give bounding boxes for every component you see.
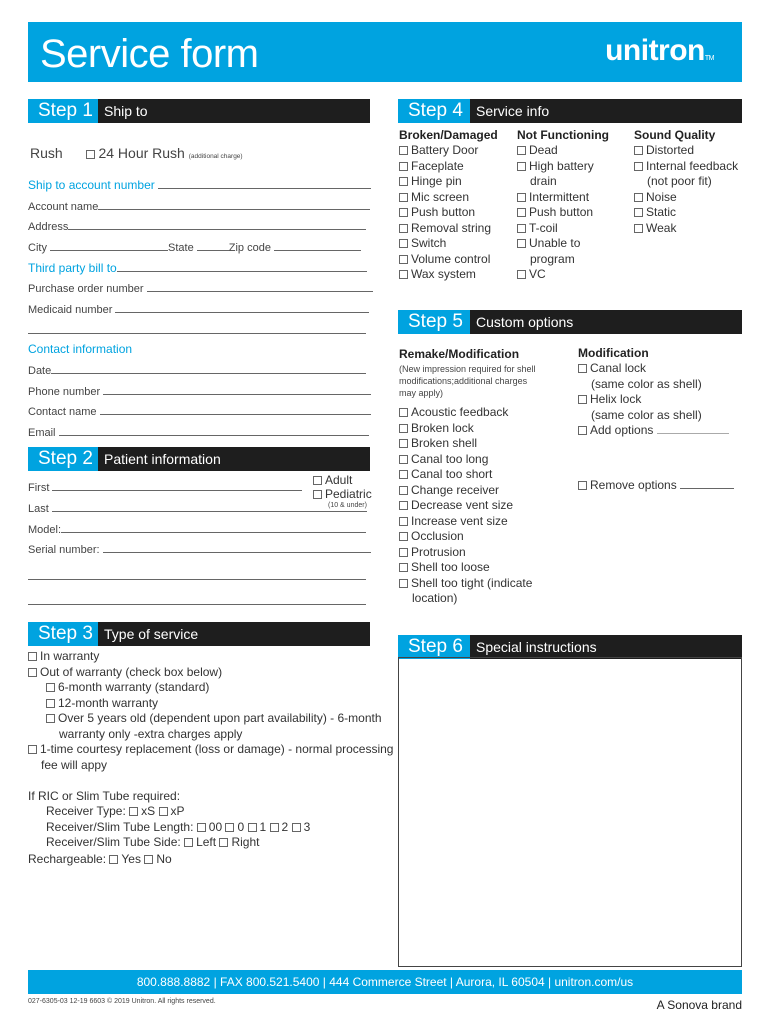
notfunc-item[interactable]: Intermittent: [517, 190, 594, 206]
step-5-bar: [398, 310, 742, 334]
step-6-label: Special instructions: [476, 639, 597, 655]
remake-item[interactable]: Canal too short: [399, 467, 532, 483]
pediatric-note: (10 & under): [328, 502, 367, 509]
contact-name-field[interactable]: Contact name: [28, 405, 371, 418]
tube-length-row: Receiver/Slim Tube Length: 00 0 1 2 3: [46, 820, 311, 834]
broken-item[interactable]: Faceplate: [399, 159, 491, 175]
sound-item[interactable]: Distorted: [634, 143, 738, 159]
notfunc-item[interactable]: VC: [517, 267, 594, 283]
over-5-years-option[interactable]: Over 5 years old (dependent upon part availability) - 6-month warranty only -extra charges apply: [46, 711, 382, 742]
city-state-zip-field[interactable]: City State Zip code: [28, 241, 361, 254]
email-field[interactable]: Email: [28, 426, 369, 439]
receiver-xs-checkbox[interactable]: [129, 807, 138, 816]
remake-heading: Remake/Modification: [399, 347, 520, 361]
step-6-bar: [398, 635, 742, 659]
step-2-badge: Step 2: [28, 447, 98, 471]
phone-field[interactable]: Phone number: [28, 385, 371, 398]
warranty-12-option[interactable]: 12-month warranty: [46, 696, 158, 712]
modification-heading: Modification: [578, 346, 649, 360]
step-1-label: Ship to: [104, 103, 148, 119]
brand-logo: unitronTM: [605, 34, 714, 67]
notfunc-item[interactable]: Push button: [517, 205, 594, 221]
broken-item[interactable]: Mic screen: [399, 190, 491, 206]
remake-note: (New impression required for shell modifications;additional charges may apply): [399, 364, 536, 398]
courtesy-replacement-option[interactable]: 1-time courtesy replacement (loss or damage) - normal processing fee will appy: [28, 742, 393, 773]
page-title: Service form: [40, 32, 259, 76]
sound-item[interactable]: Weak: [634, 221, 738, 237]
sound-quality-list: Distorted Internal feedback (not poor fit) Noise Static Weak: [634, 143, 738, 236]
helix-lock-option[interactable]: Helix lock: [578, 392, 729, 408]
remake-item[interactable]: Occlusion: [399, 529, 532, 545]
remake-item[interactable]: Decrease vent size: [399, 498, 532, 514]
side-left-checkbox[interactable]: [184, 838, 193, 847]
copyright: 027-6305-03 12-19 6603 © 2019 Unitron. All rights reserved.: [28, 998, 216, 1005]
out-warranty-option[interactable]: Out of warranty (check box below): [28, 665, 222, 681]
warranty-12-checkbox[interactable]: [46, 699, 55, 708]
in-warranty-option[interactable]: In warranty: [28, 649, 99, 665]
broken-item[interactable]: Hinge pin: [399, 174, 491, 190]
rush-checkbox[interactable]: [86, 150, 95, 159]
length-1-checkbox[interactable]: [248, 823, 257, 832]
step-3-label: Type of service: [104, 626, 199, 642]
broken-list: [399, 143, 491, 283]
remake-item[interactable]: Canal too long: [399, 452, 532, 468]
date-field[interactable]: Date: [28, 364, 366, 377]
rechargeable-row: Rechargeable: Yes No: [28, 852, 172, 866]
step-4-badge: Step 4: [398, 99, 470, 123]
step-3-bar: [28, 622, 370, 646]
third-party-field[interactable]: Third party bill to: [28, 261, 367, 275]
step-1-bar: [28, 99, 370, 123]
side-right-checkbox[interactable]: [219, 838, 228, 847]
receiver-xp-checkbox[interactable]: [159, 807, 168, 816]
sound-item[interactable]: Internal feedback: [634, 159, 738, 175]
sound-item[interactable]: Static: [634, 205, 738, 221]
length-3-checkbox[interactable]: [292, 823, 301, 832]
remake-item[interactable]: Acoustic feedback: [399, 405, 532, 421]
sound-item[interactable]: Noise: [634, 190, 738, 206]
step-2-bar: [28, 447, 370, 471]
add-options-option[interactable]: Add options: [578, 423, 729, 439]
receiver-type-row: Receiver Type: xS xP: [46, 804, 185, 818]
broken-item[interactable]: Removal string: [399, 221, 491, 237]
length-00-checkbox[interactable]: [197, 823, 206, 832]
model-field[interactable]: Model:: [28, 523, 366, 536]
remake-item[interactable]: Increase vent size: [399, 514, 532, 530]
broken-item[interactable]: Switch: [399, 236, 491, 252]
broken-item[interactable]: Volume control: [399, 252, 491, 268]
courtesy-checkbox[interactable]: [28, 745, 37, 754]
not-functioning-list: Dead High battery drain Intermittent Push button T-coil Unable to program VC: [517, 143, 594, 283]
out-warranty-checkbox[interactable]: [28, 668, 37, 677]
sonova-brand: A Sonova brand: [656, 998, 742, 1012]
tube-side-row: Receiver/Slim Tube Side: Left Right: [46, 835, 260, 849]
po-number-field[interactable]: Purchase order number: [28, 282, 373, 295]
warranty-6-checkbox[interactable]: [46, 683, 55, 692]
pediatric-checkbox[interactable]: [313, 490, 322, 499]
notfunc-item[interactable]: Dead: [517, 143, 594, 159]
notfunc-item[interactable]: Unable to: [517, 236, 594, 252]
first-name-field[interactable]: First: [28, 481, 302, 494]
remake-item[interactable]: Broken shell: [399, 436, 532, 452]
ric-heading: If RIC or Slim Tube required:: [28, 789, 181, 803]
broken-item[interactable]: Battery Door: [399, 143, 491, 159]
contact-info-heading: Contact information: [28, 342, 133, 356]
step-5-badge: Step 5: [398, 310, 470, 334]
last-name-field[interactable]: Last: [28, 502, 367, 515]
sound-quality-heading: Sound Quality: [634, 128, 716, 142]
remake-item[interactable]: Change receiver: [399, 483, 532, 499]
over-5-years-checkbox[interactable]: [46, 714, 55, 723]
form-header: [28, 22, 742, 82]
pediatric-option[interactable]: Pediatric: [313, 487, 372, 503]
remake-item[interactable]: Shell too loose: [399, 560, 532, 576]
remake-list: Acoustic feedback Broken lock Broken shell Canal too long Canal too short Change receiver Decrease vent size Increase vent size Occlusion Protrusion Shell too loose Shell too tight (indicate location): [399, 405, 532, 607]
step-3-badge: Step 3: [28, 622, 98, 646]
ship-account-field[interactable]: Ship to account number: [28, 178, 371, 192]
length-0-checkbox[interactable]: [225, 823, 234, 832]
step-6-badge: Step 6: [398, 635, 470, 659]
serial-line-3[interactable]: [28, 595, 366, 608]
broken-item[interactable]: Push button: [399, 205, 491, 221]
special-instructions-box[interactable]: [398, 657, 742, 967]
medicaid-field[interactable]: Medicaid number: [28, 303, 369, 316]
step-1-badge: Step 1: [28, 99, 98, 123]
warranty-6-option[interactable]: 6-month warranty (standard): [46, 680, 209, 696]
serial-number-field[interactable]: Serial number:: [28, 543, 371, 556]
notfunc-item[interactable]: High battery: [517, 159, 594, 175]
length-2-checkbox[interactable]: [270, 823, 279, 832]
step-2-label: Patient information: [104, 451, 221, 467]
canal-lock-option[interactable]: Canal lock: [578, 361, 729, 377]
remove-options-option[interactable]: Remove options: [578, 478, 734, 494]
adult-checkbox[interactable]: [313, 476, 322, 485]
rechargeable-yes-checkbox[interactable]: [109, 855, 118, 864]
rush-row: Rush 24 Hour Rush (additional charge): [30, 145, 243, 161]
step-4-label: Service info: [476, 103, 550, 119]
adult-option[interactable]: Adult: [313, 473, 352, 489]
rechargeable-no-checkbox[interactable]: [144, 855, 153, 864]
step-4-bar: [398, 99, 742, 123]
remake-item[interactable]: Broken lock: [399, 421, 532, 437]
broken-item[interactable]: Wax system: [399, 267, 491, 283]
medicaid-line-2[interactable]: [28, 324, 366, 337]
footer-contact: 800.888.8882 | FAX 800.521.5400 | 444 Commerce Street | Aurora, IL 60504 | unitron.com/us: [28, 970, 742, 994]
step-5-label: Custom options: [476, 314, 574, 330]
remake-item[interactable]: Protrusion: [399, 545, 532, 561]
modification-list: Canal lock (same color as shell) Helix lock (same color as shell) Add options: [578, 361, 729, 439]
serial-line-2[interactable]: [28, 570, 366, 583]
not-functioning-heading: Not Functioning: [517, 128, 609, 142]
in-warranty-checkbox[interactable]: [28, 652, 37, 661]
remake-item[interactable]: Shell too tight (indicate: [399, 576, 532, 592]
notfunc-item[interactable]: T-coil: [517, 221, 594, 237]
account-name-field[interactable]: Account name: [28, 200, 370, 213]
broken-damaged-heading: Broken/Damaged: [399, 128, 498, 142]
address-field[interactable]: Address: [28, 220, 366, 233]
